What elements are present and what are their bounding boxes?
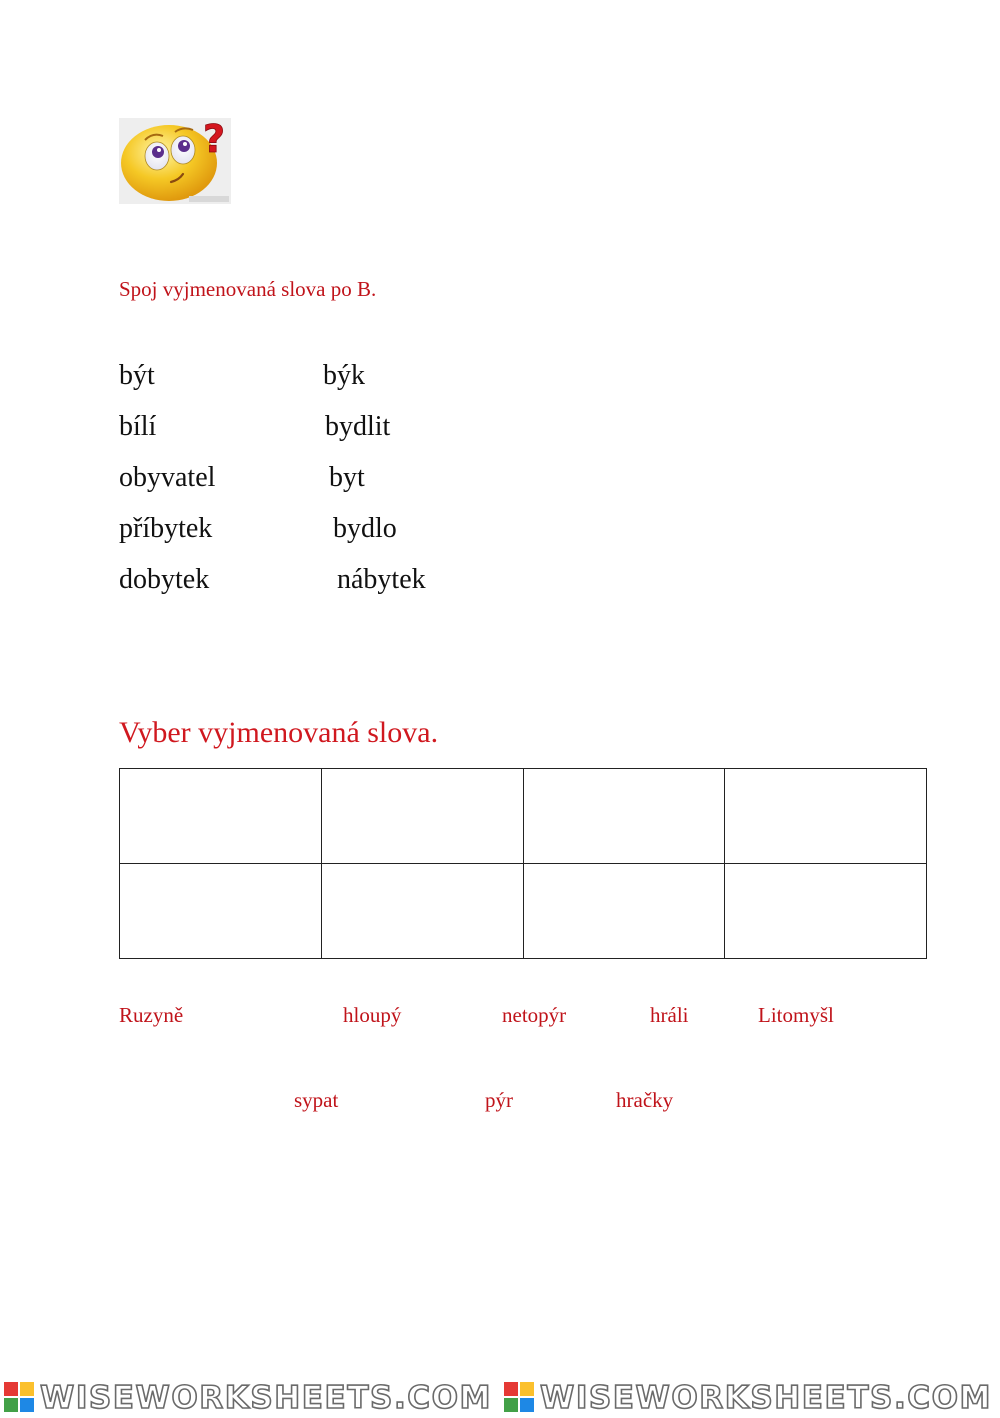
grid-row <box>120 864 927 959</box>
wise-logo-icon <box>504 1382 534 1412</box>
exercise1-instruction: Spoj vyjmenovaná slova po B. <box>119 277 377 301</box>
word-option[interactable]: hráli <box>650 1003 689 1027</box>
right-word[interactable]: bydlo <box>333 513 397 544</box>
footer-brand-text: WISEWORKSHEETS.COM <box>540 1380 992 1413</box>
right-word[interactable]: byt <box>329 462 365 493</box>
wise-logo-icon <box>4 1382 34 1412</box>
thinking-emoji-icon <box>119 118 231 204</box>
left-word[interactable]: být <box>119 360 155 391</box>
footer-watermark <box>0 1370 1000 1413</box>
exercise2-instruction: Vyber vyjmenovaná slova. <box>119 716 439 749</box>
grid-row <box>120 769 927 864</box>
word-option[interactable]: netopýr <box>502 1003 567 1027</box>
drop-cell[interactable] <box>725 864 927 959</box>
word-option[interactable]: hloupý <box>343 1003 402 1027</box>
word-option[interactable]: hračky <box>616 1088 674 1112</box>
drop-cell[interactable] <box>523 769 725 864</box>
left-word[interactable]: příbytek <box>119 513 213 544</box>
drop-cell[interactable] <box>321 864 523 959</box>
footer-brand-text: WISEWORKSHEETS.COM <box>40 1380 492 1413</box>
drop-cell[interactable] <box>523 864 725 959</box>
word-option[interactable]: pýr <box>485 1088 513 1112</box>
right-word[interactable]: nábytek <box>337 564 426 595</box>
drop-cell[interactable] <box>120 769 322 864</box>
word-option[interactable]: Litomyšl <box>758 1003 834 1027</box>
left-word[interactable]: obyvatel <box>119 462 216 493</box>
drop-cell[interactable] <box>321 769 523 864</box>
right-word[interactable]: bydlit <box>325 411 391 442</box>
svg-text:?: ? <box>203 118 226 161</box>
right-word[interactable]: býk <box>323 360 365 391</box>
left-word[interactable]: dobytek <box>119 564 210 595</box>
left-word[interactable]: bílí <box>119 411 157 442</box>
word-option[interactable]: sypat <box>294 1088 339 1112</box>
drop-cell[interactable] <box>725 769 927 864</box>
drop-cell[interactable] <box>120 864 322 959</box>
answer-grid <box>119 768 927 959</box>
word-option[interactable]: Ruzyně <box>119 1003 184 1027</box>
